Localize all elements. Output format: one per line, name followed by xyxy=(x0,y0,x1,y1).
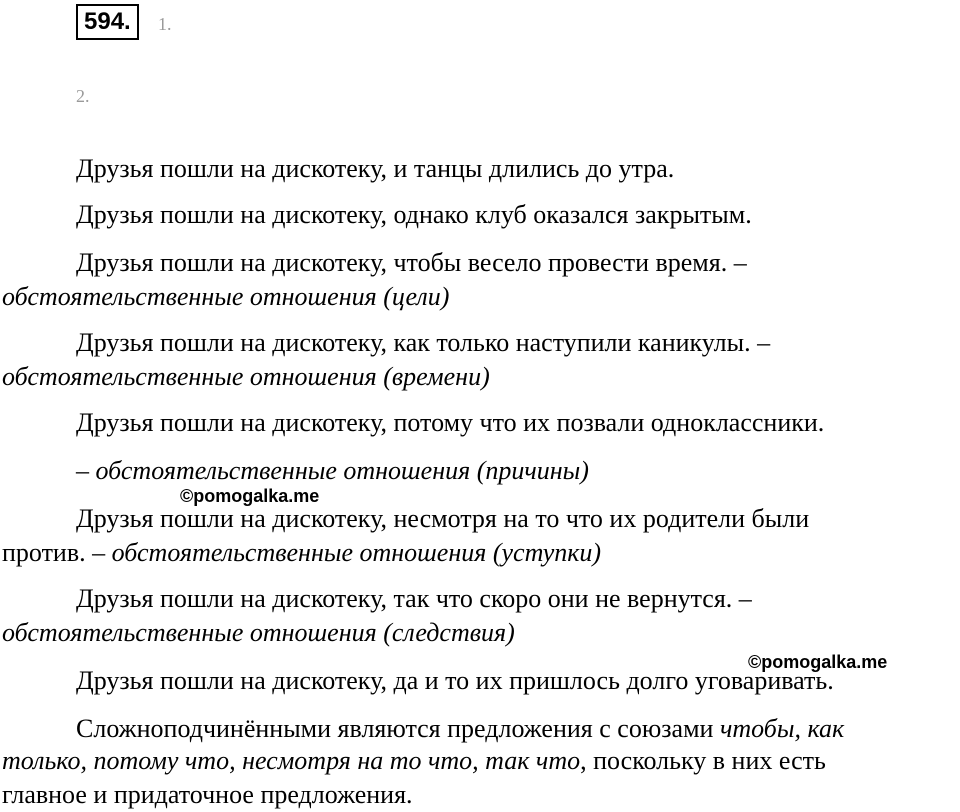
conclusion-line-3: главное и придаточное предложения. xyxy=(2,780,413,809)
sentence-7-relation: обстоятельственные отношения (следствия) xyxy=(2,618,515,647)
sentence-8: Друзья пошли на дискотеку, да и то их пришлось долго уговаривать. xyxy=(76,666,834,695)
watermark-top: ©pomogalka.me xyxy=(180,486,320,506)
sentence-5: Друзья пошли на дискотеку, потому что их позвали одноклассники. xyxy=(76,408,825,437)
conclusion-line-2 xyxy=(2,746,826,776)
sentence-4-relation: обстоятельственные отношения (времени) xyxy=(2,362,490,391)
sentence-7: Друзья пошли на дискотеку, так что скоро они не вернутся. – xyxy=(76,584,752,613)
sentence-4: Друзья пошли на дискотеку, как только наступили каникулы. – xyxy=(76,328,771,357)
sentence-6-continuation xyxy=(2,538,601,568)
sentence-3: Друзья пошли на дискотеку, чтобы весело провести время. – xyxy=(76,248,747,277)
item-number-2: 2. xyxy=(76,86,90,106)
watermark-bottom: ©pomogalka.me xyxy=(748,652,888,672)
conjunctions-1: чтобы, как xyxy=(719,714,845,743)
sentence-5-relation: – обстоятельственные отношения (причины) xyxy=(76,456,589,485)
sentence-6: Друзья пошли на дискотеку, несмотря на то что их родители были xyxy=(76,504,810,533)
sentence-3-relation: обстоятельственные отношения (цели) xyxy=(2,282,450,311)
item-number-1: 1. xyxy=(158,14,172,34)
sentence-6-relation: – обстоятельственные отношения (уступки) xyxy=(85,538,602,567)
sentence-1: Друзья пошли на дискотеку, и танцы длились до утра. xyxy=(76,154,675,183)
conclusion-text-2: , поскольку в них есть xyxy=(580,746,826,775)
conclusion-line-1 xyxy=(76,714,844,744)
sentence-2: Друзья пошли на дискотеку, однако клуб оказался закрытым. xyxy=(76,200,752,229)
conclusion-text-1: Сложноподчинёнными являются предложения с союзами xyxy=(76,714,720,743)
conjunctions-2: только, потому что, несмотря на то что, так что xyxy=(2,746,581,775)
exercise-number: 594. xyxy=(76,4,139,40)
sentence-6-end: против. xyxy=(2,538,86,567)
